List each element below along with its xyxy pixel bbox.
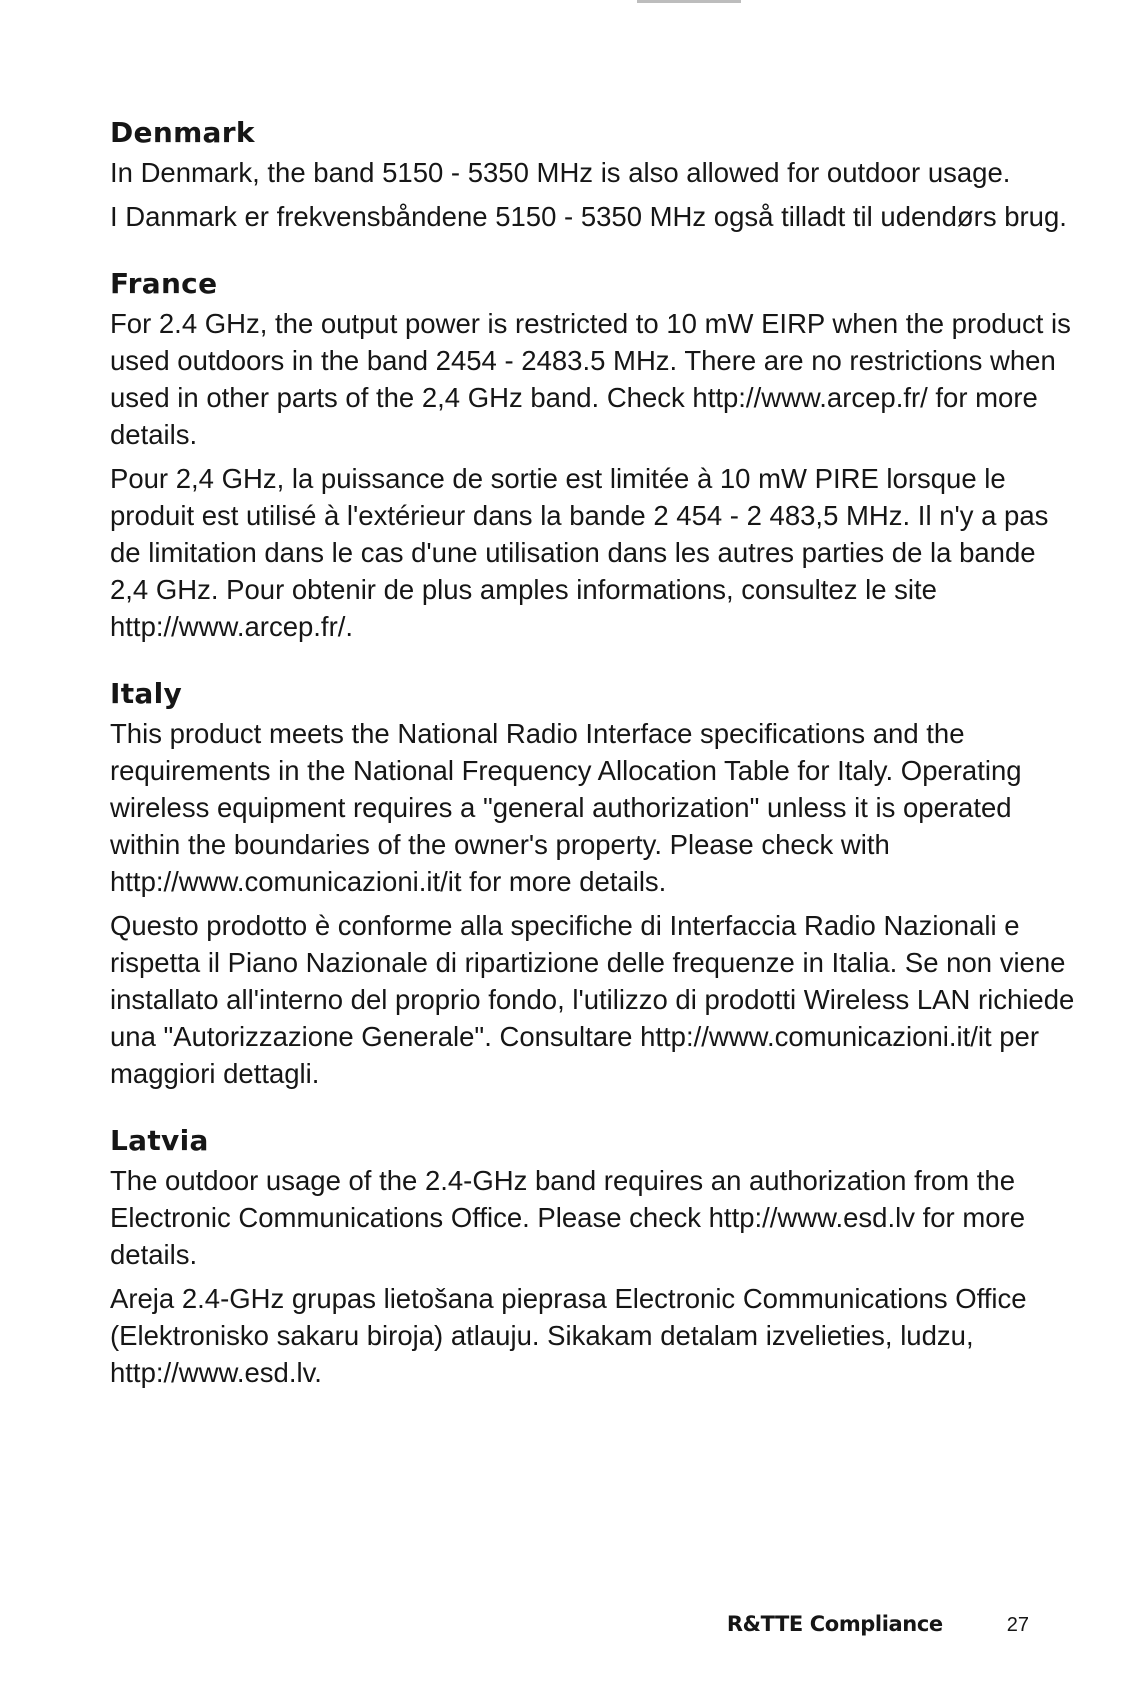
section-heading: Latvia bbox=[110, 1124, 209, 1157]
section-italy bbox=[110, 675, 1075, 1092]
section-heading: France bbox=[110, 267, 218, 300]
section-heading: Italy bbox=[110, 677, 183, 710]
top-rule bbox=[637, 0, 741, 3]
section-paragraph: This product meets the National Radio Interface specifications and the requirements in the National Frequency Allocation Table for Italy. Operating wireless equipment requires a "general authorization" unless it is operated within the boundaries of the owner's property. Please check with http://www.comunicazioni.it/it for more details. bbox=[110, 718, 1022, 897]
section-france bbox=[110, 265, 1075, 645]
page-number: 27 bbox=[1006, 1614, 1029, 1636]
document-body bbox=[110, 114, 1075, 1391]
section-paragraph: The outdoor usage of the 2.4-GHz band requires an authorization from the Electronic Communications Office. Please check http://www.esd.lv for more details. bbox=[110, 1165, 1025, 1270]
section-latvia bbox=[110, 1122, 1075, 1391]
section-paragraph: Areja 2.4-GHz grupas lietošana pieprasa Electronic Communications Office (Elektronisko sakaru biroja) atlauju. Sikakam detalam izvelieties, ludzu, http://www.esd.lv. bbox=[110, 1283, 1027, 1388]
section-heading: Denmark bbox=[110, 116, 255, 149]
section-paragraph: For 2.4 GHz, the output power is restricted to 10 mW EIRP when the product is used outdoors in the band 2454 - 2483.5 MHz. There are no restrictions when used in other parts of the 2,4 GHz band. Check http://www.arcep.fr/ for more details. bbox=[110, 308, 1071, 450]
page-footer bbox=[727, 1612, 1029, 1637]
section-denmark bbox=[110, 114, 1075, 235]
section-paragraph: Questo prodotto è conforme alla specifiche di Interfaccia Radio Nazionali e rispetta il Piano Nazionale di ripartizione delle frequenze in Italia. Se non viene installato all'interno del proprio fondo, l'utilizzo di prodotti Wireless LAN richiede una "Autorizzazione Generale". Consultare http://www.comunicazioni.it/it per maggiori dettagli. bbox=[110, 910, 1075, 1089]
footer-section-title: R&TTE Compliance bbox=[726, 1612, 943, 1636]
section-paragraph: Pour 2,4 GHz, la puissance de sortie est limitée à 10 mW PIRE lorsque le produit est utilisé à l'extérieur dans la bande 2 454 - 2 483,5 MHz. Il n'y a pas de limitation dans le cas d'une utilisation dans les autres parties de la bande 2,4 GHz. Pour obtenir de plus amples informations, consultez le site http://www.arcep.fr/. bbox=[110, 463, 1049, 642]
section-paragraph: I Danmark er frekvensbåndene 5150 - 5350 MHz også tilladt til udendørs brug. bbox=[110, 201, 1067, 232]
section-paragraph: In Denmark, the band 5150 - 5350 MHz is also allowed for outdoor usage. bbox=[110, 157, 1011, 188]
